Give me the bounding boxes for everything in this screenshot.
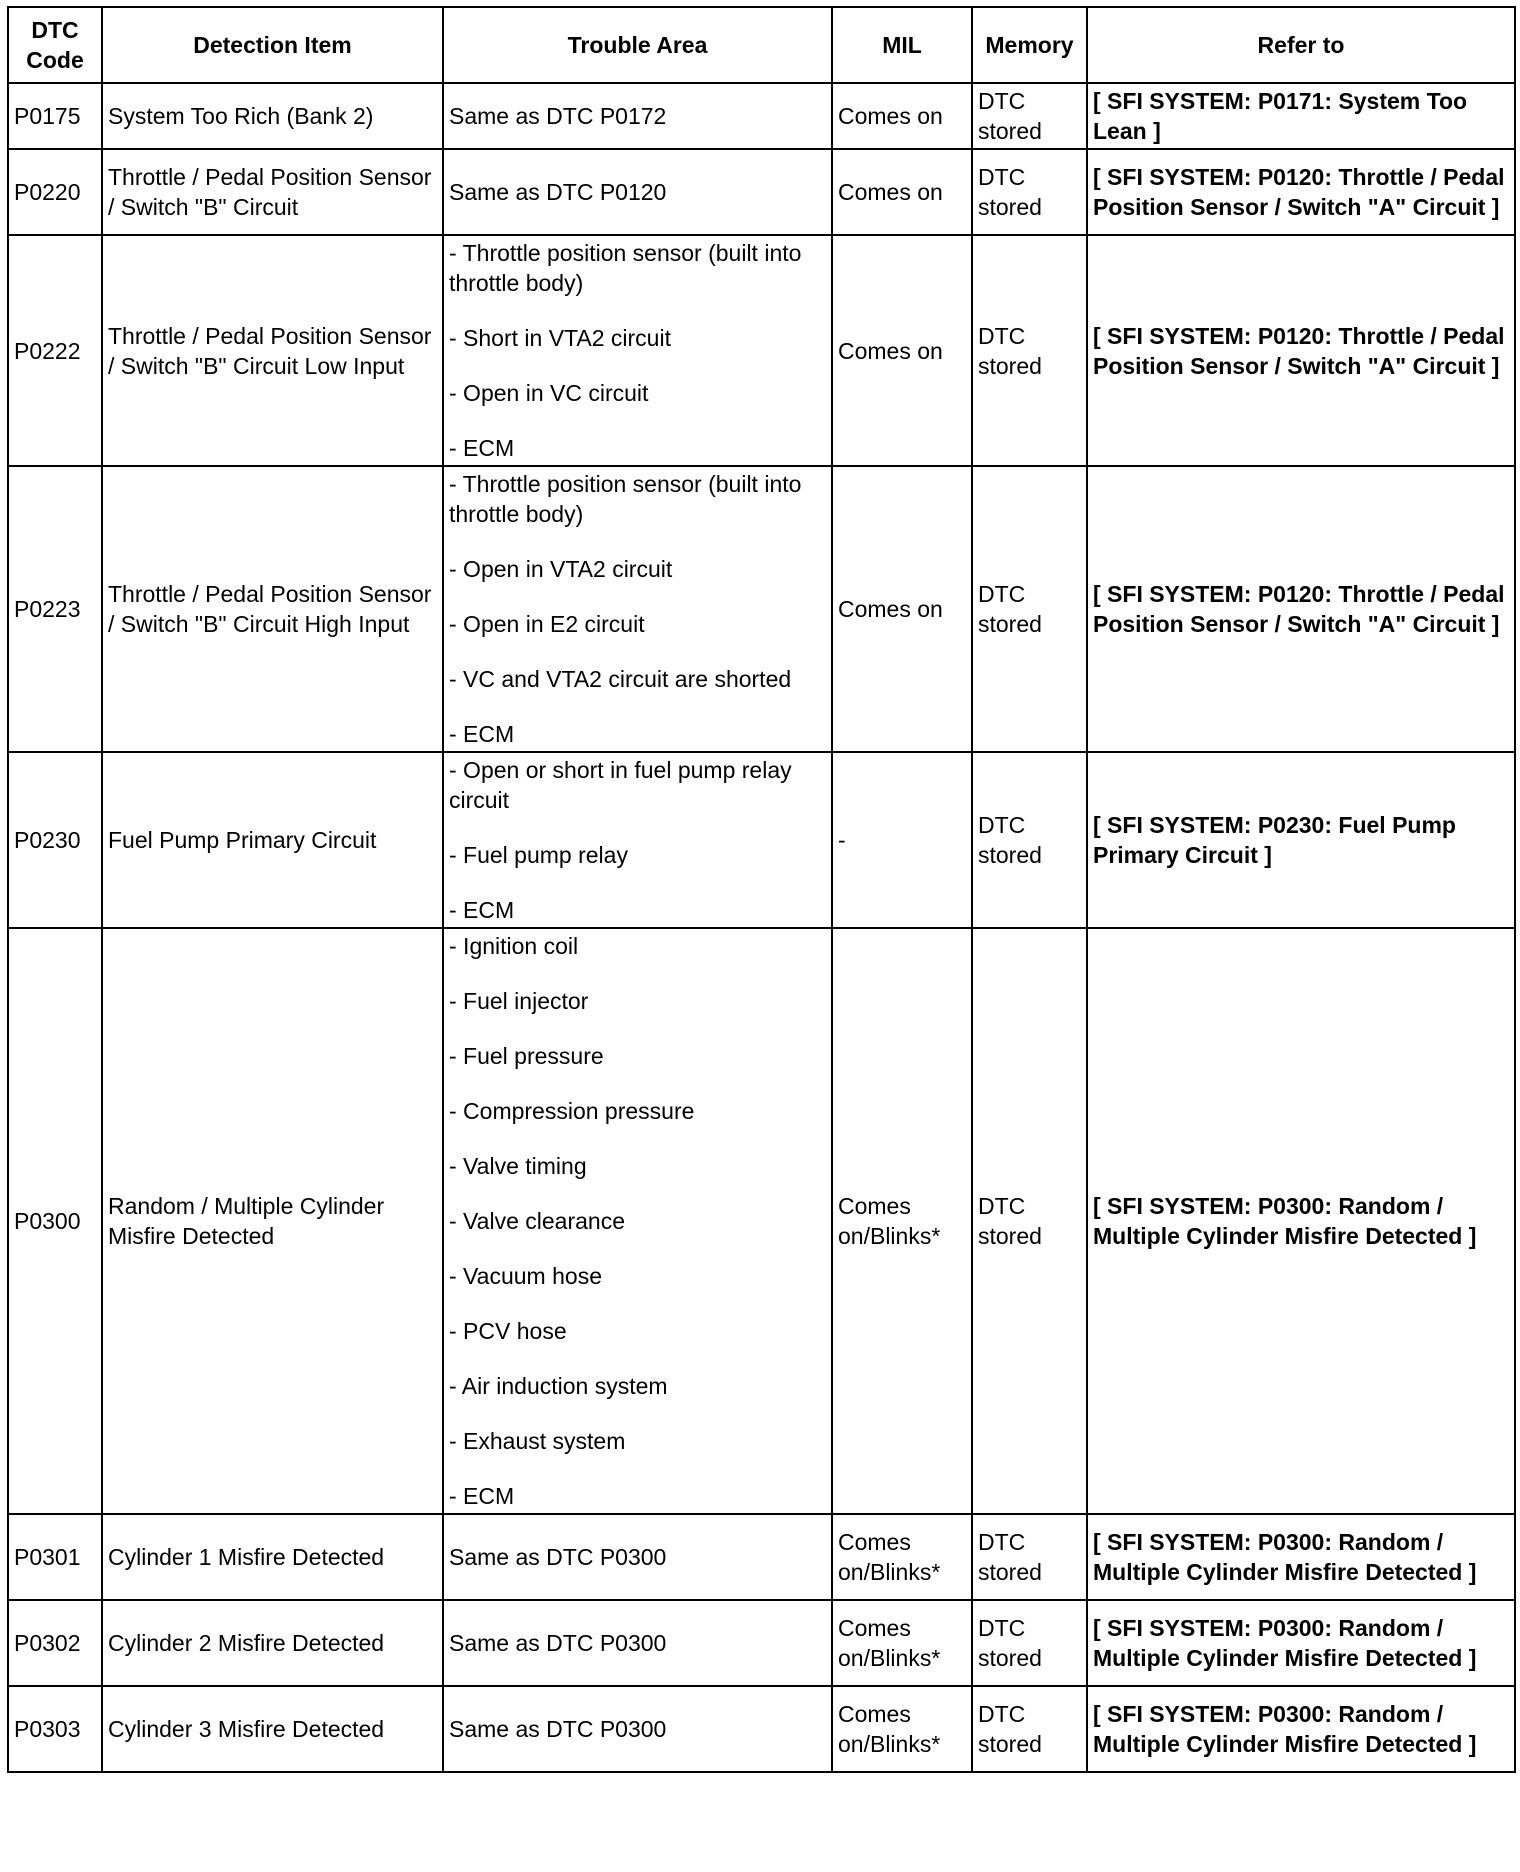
header-dtc-code-line1: DTC <box>31 17 79 43</box>
cell-dtc-code: P0220 <box>8 149 102 235</box>
header-detection-item: Detection Item <box>102 7 443 83</box>
cell-dtc-code: P0175 <box>8 83 102 149</box>
cell-memory: DTC stored <box>972 466 1087 752</box>
table-row <box>8 1686 1515 1772</box>
trouble-area-item: - Air induction system <box>449 1373 668 1399</box>
table-row <box>8 928 1515 1514</box>
cell-memory: DTC stored <box>972 235 1087 466</box>
trouble-area-item: - PCV hose <box>449 1318 567 1344</box>
cell-memory: DTC stored <box>972 83 1087 149</box>
trouble-area-item: - Open in VTA2 circuit <box>449 556 673 582</box>
cell-dtc-code: P0230 <box>8 752 102 928</box>
cell-mil: - <box>832 752 972 928</box>
cell-detection-item: Cylinder 2 Misfire Detected <box>102 1600 443 1686</box>
cell-dtc-code: P0302 <box>8 1600 102 1686</box>
cell-dtc-code: P0301 <box>8 1514 102 1600</box>
cell-refer-to: [ SFI SYSTEM: P0120: Throttle / Pedal Position Sensor / Switch "A" Circuit ] <box>1087 149 1515 235</box>
cell-trouble-area <box>443 752 832 928</box>
cell-refer-to: [ SFI SYSTEM: P0300: Random / Multiple Cylinder Misfire Detected ] <box>1087 928 1515 1514</box>
cell-detection-item: Cylinder 1 Misfire Detected <box>102 1514 443 1600</box>
trouble-area-item: Same as DTC P0172 <box>449 103 667 129</box>
cell-mil: Comes on <box>832 83 972 149</box>
cell-detection-item: Random / Multiple Cylinder Misfire Detected <box>102 928 443 1514</box>
cell-memory: DTC stored <box>972 1686 1087 1772</box>
cell-trouble-area <box>443 1686 832 1772</box>
trouble-area-item: - Throttle position sensor (built into throttle body) <box>449 240 802 296</box>
cell-refer-to: [ SFI SYSTEM: P0300: Random / Multiple Cylinder Misfire Detected ] <box>1087 1686 1515 1772</box>
trouble-area-item: - Valve clearance <box>449 1208 625 1234</box>
cell-dtc-code: P0223 <box>8 466 102 752</box>
cell-mil: Comes on <box>832 235 972 466</box>
trouble-area-item: - Vacuum hose <box>449 1263 602 1289</box>
cell-mil: Comes on/Blinks* <box>832 928 972 1514</box>
cell-refer-to: [ SFI SYSTEM: P0300: Random / Multiple Cylinder Misfire Detected ] <box>1087 1514 1515 1600</box>
cell-memory: DTC stored <box>972 1600 1087 1686</box>
cell-trouble-area <box>443 1600 832 1686</box>
cell-detection-item: Cylinder 3 Misfire Detected <box>102 1686 443 1772</box>
trouble-area-item: - Fuel pump relay <box>449 842 628 868</box>
cell-trouble-area <box>443 149 832 235</box>
cell-detection-item: System Too Rich (Bank 2) <box>102 83 443 149</box>
cell-dtc-code: P0222 <box>8 235 102 466</box>
table-row <box>8 1514 1515 1600</box>
trouble-area-item: - ECM <box>449 897 515 923</box>
cell-mil: Comes on <box>832 466 972 752</box>
cell-trouble-area <box>443 466 832 752</box>
cell-mil: Comes on/Blinks* <box>832 1514 972 1600</box>
table-row <box>8 149 1515 235</box>
table-body <box>8 83 1515 1772</box>
cell-detection-item: Throttle / Pedal Position Sensor / Switch "B" Circuit High Input <box>102 466 443 752</box>
table-row <box>8 235 1515 466</box>
trouble-area-item: - Open in E2 circuit <box>449 611 645 637</box>
cell-trouble-area <box>443 1514 832 1600</box>
trouble-area-item: Same as DTC P0300 <box>449 1630 667 1656</box>
header-trouble-area: Trouble Area <box>443 7 832 83</box>
cell-detection-item: Throttle / Pedal Position Sensor / Switch "B" Circuit <box>102 149 443 235</box>
cell-trouble-area <box>443 83 832 149</box>
trouble-area-item: Same as DTC P0300 <box>449 1716 667 1742</box>
trouble-area-item: - Exhaust system <box>449 1428 626 1454</box>
table-header-row <box>8 7 1515 83</box>
header-dtc-code <box>8 7 102 83</box>
trouble-area-item: - VC and VTA2 circuit are shorted <box>449 666 792 692</box>
table-row <box>8 466 1515 752</box>
header-dtc-code-line2: Code <box>26 47 84 73</box>
cell-refer-to: [ SFI SYSTEM: P0230: Fuel Pump Primary Circuit ] <box>1087 752 1515 928</box>
trouble-area-item: - ECM <box>449 1483 515 1509</box>
table-row <box>8 752 1515 928</box>
cell-refer-to: [ SFI SYSTEM: P0120: Throttle / Pedal Position Sensor / Switch "A" Circuit ] <box>1087 466 1515 752</box>
cell-memory: DTC stored <box>972 928 1087 1514</box>
trouble-area-item: - Compression pressure <box>449 1098 695 1124</box>
table-row <box>8 83 1515 149</box>
cell-detection-item: Throttle / Pedal Position Sensor / Switch "B" Circuit Low Input <box>102 235 443 466</box>
cell-memory: DTC stored <box>972 149 1087 235</box>
trouble-area-item: - Fuel pressure <box>449 1043 604 1069</box>
trouble-area-item: Same as DTC P0120 <box>449 179 667 205</box>
trouble-area-item: - Valve timing <box>449 1153 587 1179</box>
header-refer-to: Refer to <box>1087 7 1515 83</box>
trouble-area-item: - Open or short in fuel pump relay circuit <box>449 757 792 813</box>
cell-mil: Comes on/Blinks* <box>832 1686 972 1772</box>
cell-memory: DTC stored <box>972 1514 1087 1600</box>
header-memory: Memory <box>972 7 1087 83</box>
cell-detection-item: Fuel Pump Primary Circuit <box>102 752 443 928</box>
cell-memory: DTC stored <box>972 752 1087 928</box>
trouble-area-item: - Open in VC circuit <box>449 380 649 406</box>
cell-mil: Comes on <box>832 149 972 235</box>
cell-mil: Comes on/Blinks* <box>832 1600 972 1686</box>
header-mil: MIL <box>832 7 972 83</box>
trouble-area-item: - ECM <box>449 721 515 747</box>
table-row <box>8 1600 1515 1686</box>
trouble-area-item: - Throttle position sensor (built into throttle body) <box>449 471 802 527</box>
cell-dtc-code: P0303 <box>8 1686 102 1772</box>
cell-refer-to: [ SFI SYSTEM: P0120: Throttle / Pedal Position Sensor / Switch "A" Circuit ] <box>1087 235 1515 466</box>
cell-trouble-area <box>443 928 832 1514</box>
dtc-table <box>7 6 1516 1773</box>
trouble-area-item: - Fuel injector <box>449 988 589 1014</box>
cell-trouble-area <box>443 235 832 466</box>
cell-dtc-code: P0300 <box>8 928 102 1514</box>
trouble-area-item: - Short in VTA2 circuit <box>449 325 671 351</box>
trouble-area-item: - Ignition coil <box>449 933 579 959</box>
cell-refer-to: [ SFI SYSTEM: P0300: Random / Multiple Cylinder Misfire Detected ] <box>1087 1600 1515 1686</box>
cell-refer-to: [ SFI SYSTEM: P0171: System Too Lean ] <box>1087 83 1515 149</box>
trouble-area-item: Same as DTC P0300 <box>449 1544 667 1570</box>
trouble-area-item: - ECM <box>449 435 515 461</box>
